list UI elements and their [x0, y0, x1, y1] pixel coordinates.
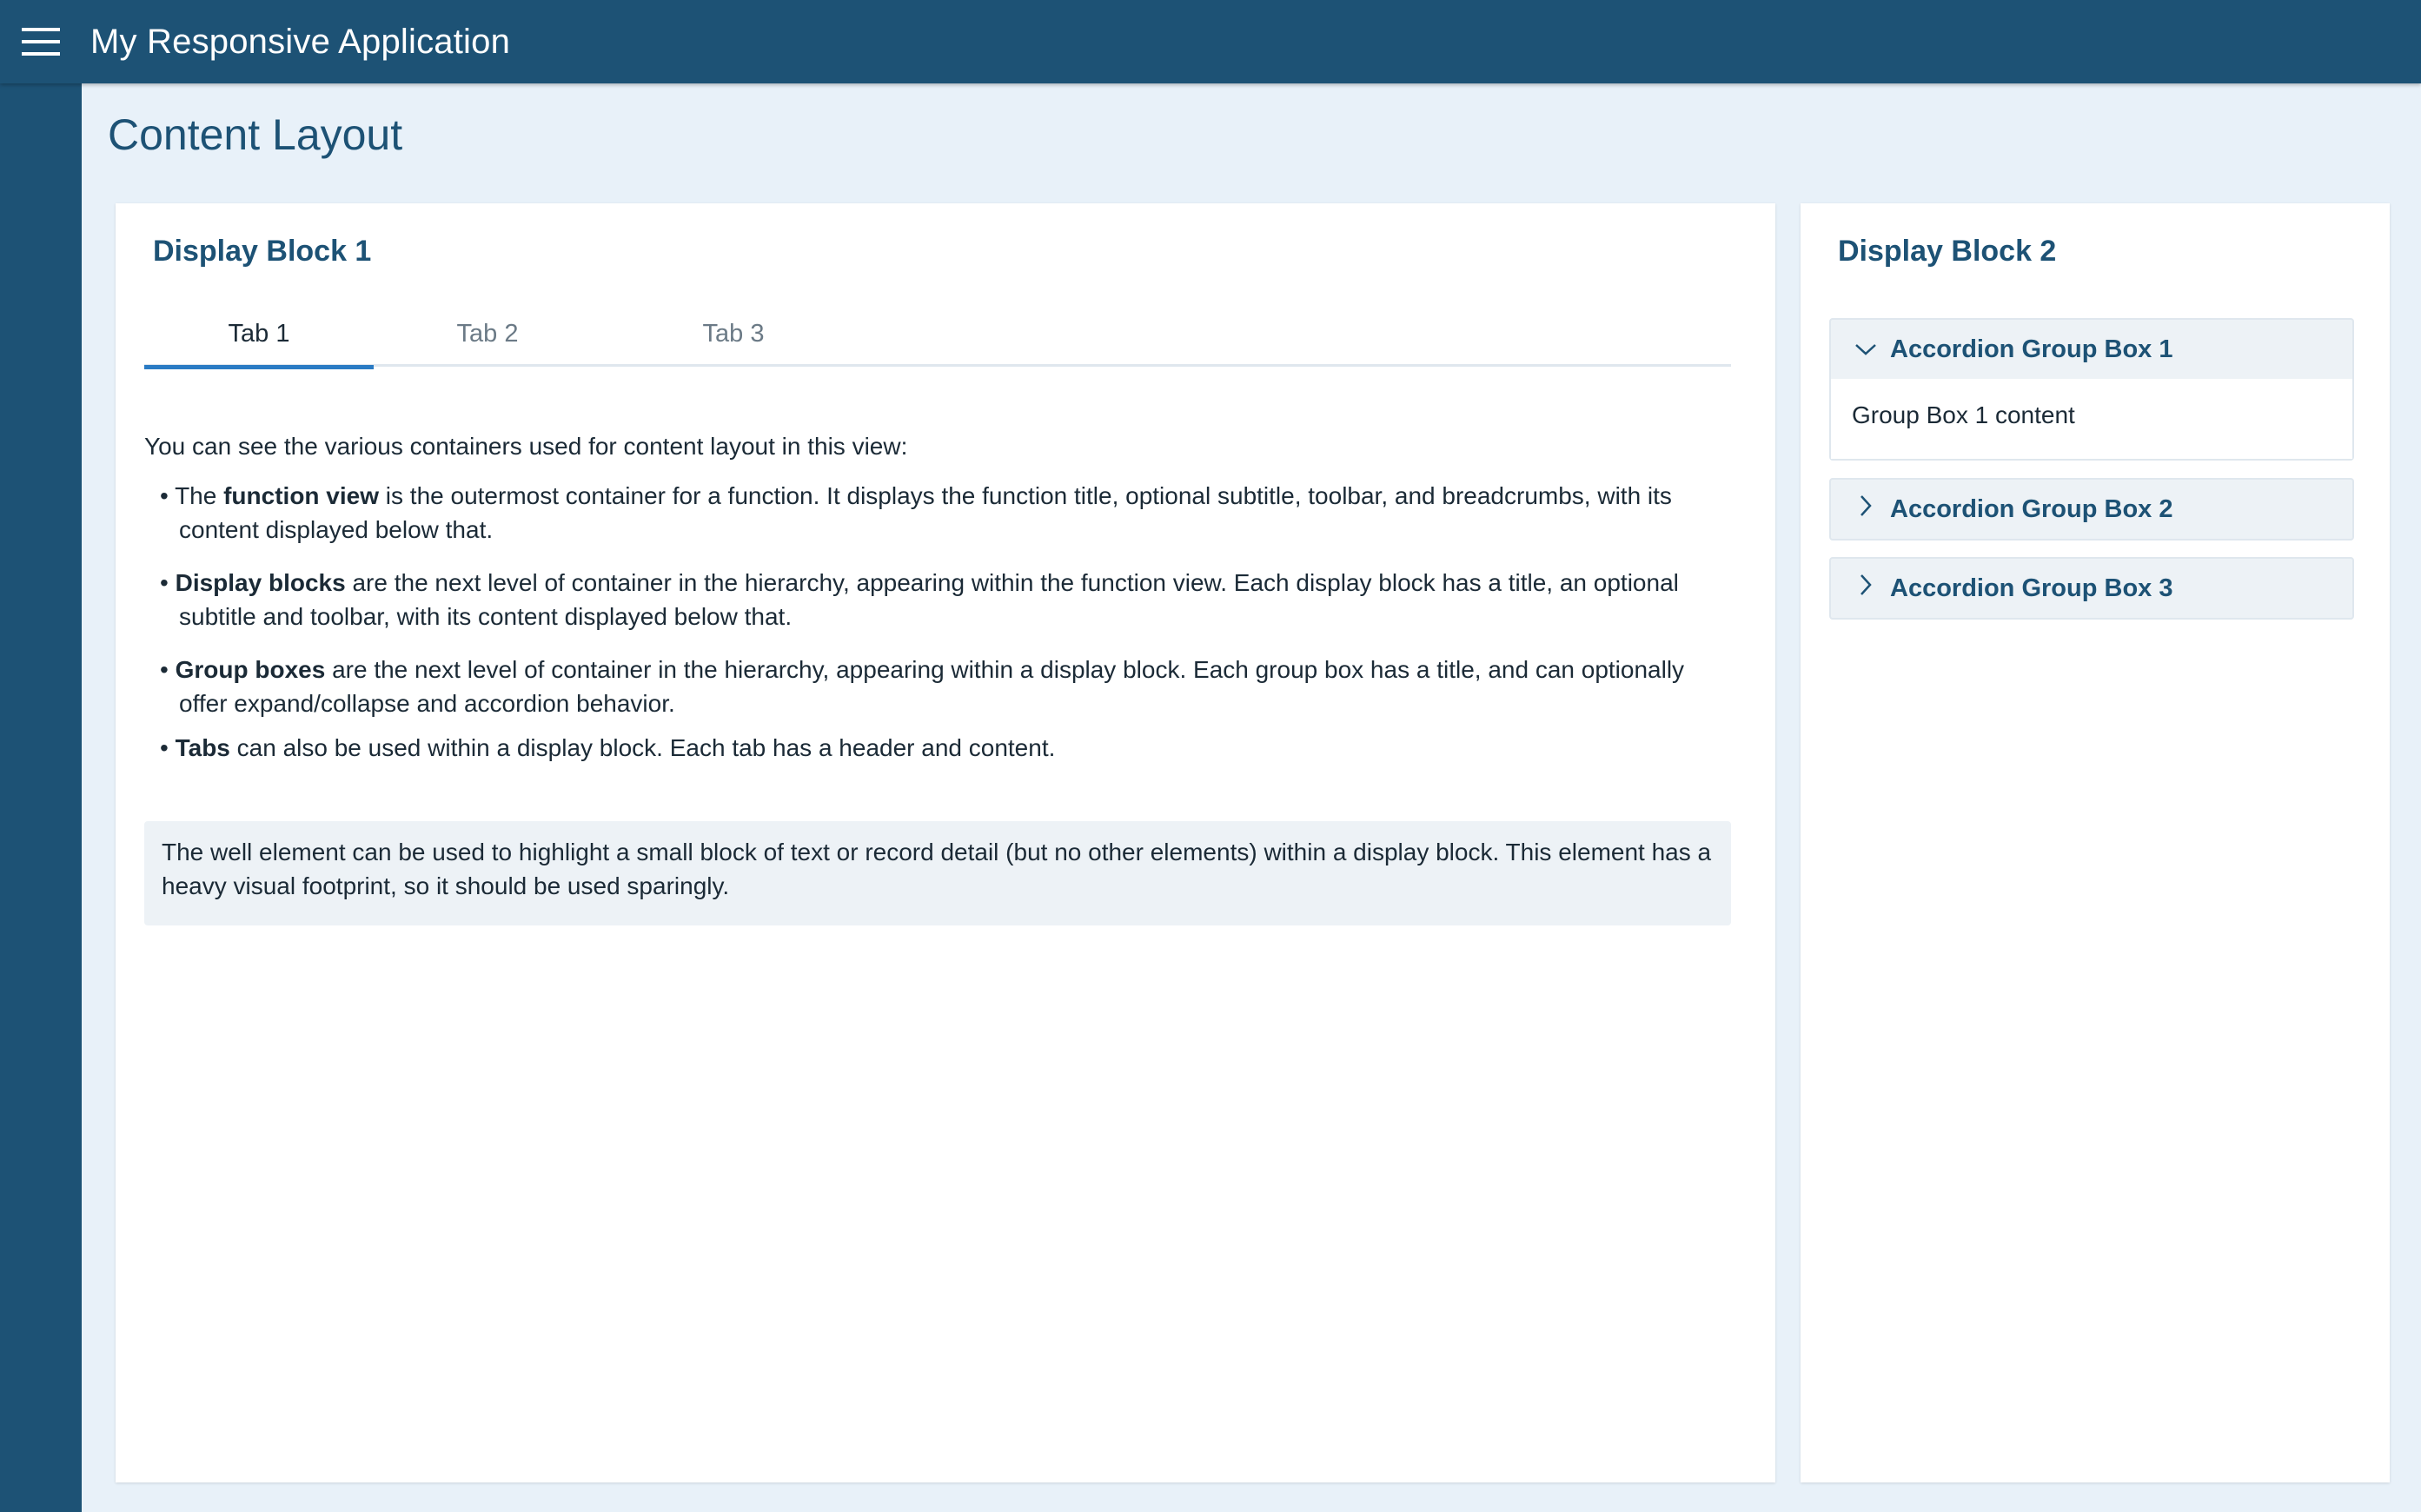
accordion-header-1[interactable] [1831, 320, 2352, 379]
app-title: My Responsive Application [90, 22, 511, 61]
hamburger-menu-icon[interactable] [0, 0, 82, 83]
display-block-2-title: Display Block 2 [1838, 235, 2057, 268]
tab-2[interactable]: Tab 2 [456, 320, 519, 348]
accordion-content-1: Group Box 1 content [1831, 379, 2352, 459]
accordion-header-2[interactable] [1831, 480, 2352, 539]
accordion-group-box-1 [1829, 318, 2354, 461]
accordion-label-2: Accordion Group Box 2 [1890, 494, 2173, 523]
display-block-2 [1801, 203, 2390, 1482]
tab-1-content [144, 429, 1731, 765]
page-title: Content Layout [108, 110, 403, 159]
bullet-tabs: • Tabs can also be used within a display block. Each tab has a header and content. [160, 734, 1056, 761]
bullet-display-blocks: • Display blocks are the next level of container in the hierarchy, appearing within the function view. Each display block has a title, an optional subtitle and toolbar, with its content displayed below that. [160, 569, 1679, 630]
tab-1[interactable]: Tab 1 [144, 311, 374, 367]
accordion-label-3: Accordion Group Box 3 [1890, 574, 2173, 602]
display-block-1 [116, 203, 1775, 1482]
bullet-group-boxes: • Group boxes are the next level of container in the hierarchy, appearing within a display block. Each group box has a title, and can optionally offer expand/collapse and accordion behavior. [160, 656, 1685, 717]
well-element: The well element can be used to highlight a small block of text or record detail (but no other elements) within a display block. This element has a heavy visual footprint, so it should be used sparingly. [144, 821, 1731, 925]
tab-bar [144, 311, 1731, 367]
intro-text: You can see the various containers used for content layout in this view: [144, 433, 908, 460]
accordion-header-3[interactable] [1831, 559, 2352, 618]
chevron-right-icon [1854, 573, 1890, 604]
chevron-right-icon [1854, 494, 1890, 525]
side-navigation-rail [0, 83, 82, 1512]
display-block-1-title: Display Block 1 [153, 235, 372, 268]
accordion-group-box-2 [1829, 478, 2354, 540]
accordion-group-box-3 [1829, 557, 2354, 620]
accordion-label-1: Accordion Group Box 1 [1890, 335, 2173, 363]
tab-3[interactable]: Tab 3 [702, 320, 765, 348]
bullet-function-view: • The function view is the outermost container for a function. It displays the function title, optional subtitle, toolbar, and breadcrumbs, with its content displayed below that. [160, 482, 1672, 543]
app-header [0, 0, 2421, 83]
chevron-down-icon [1854, 335, 1890, 364]
